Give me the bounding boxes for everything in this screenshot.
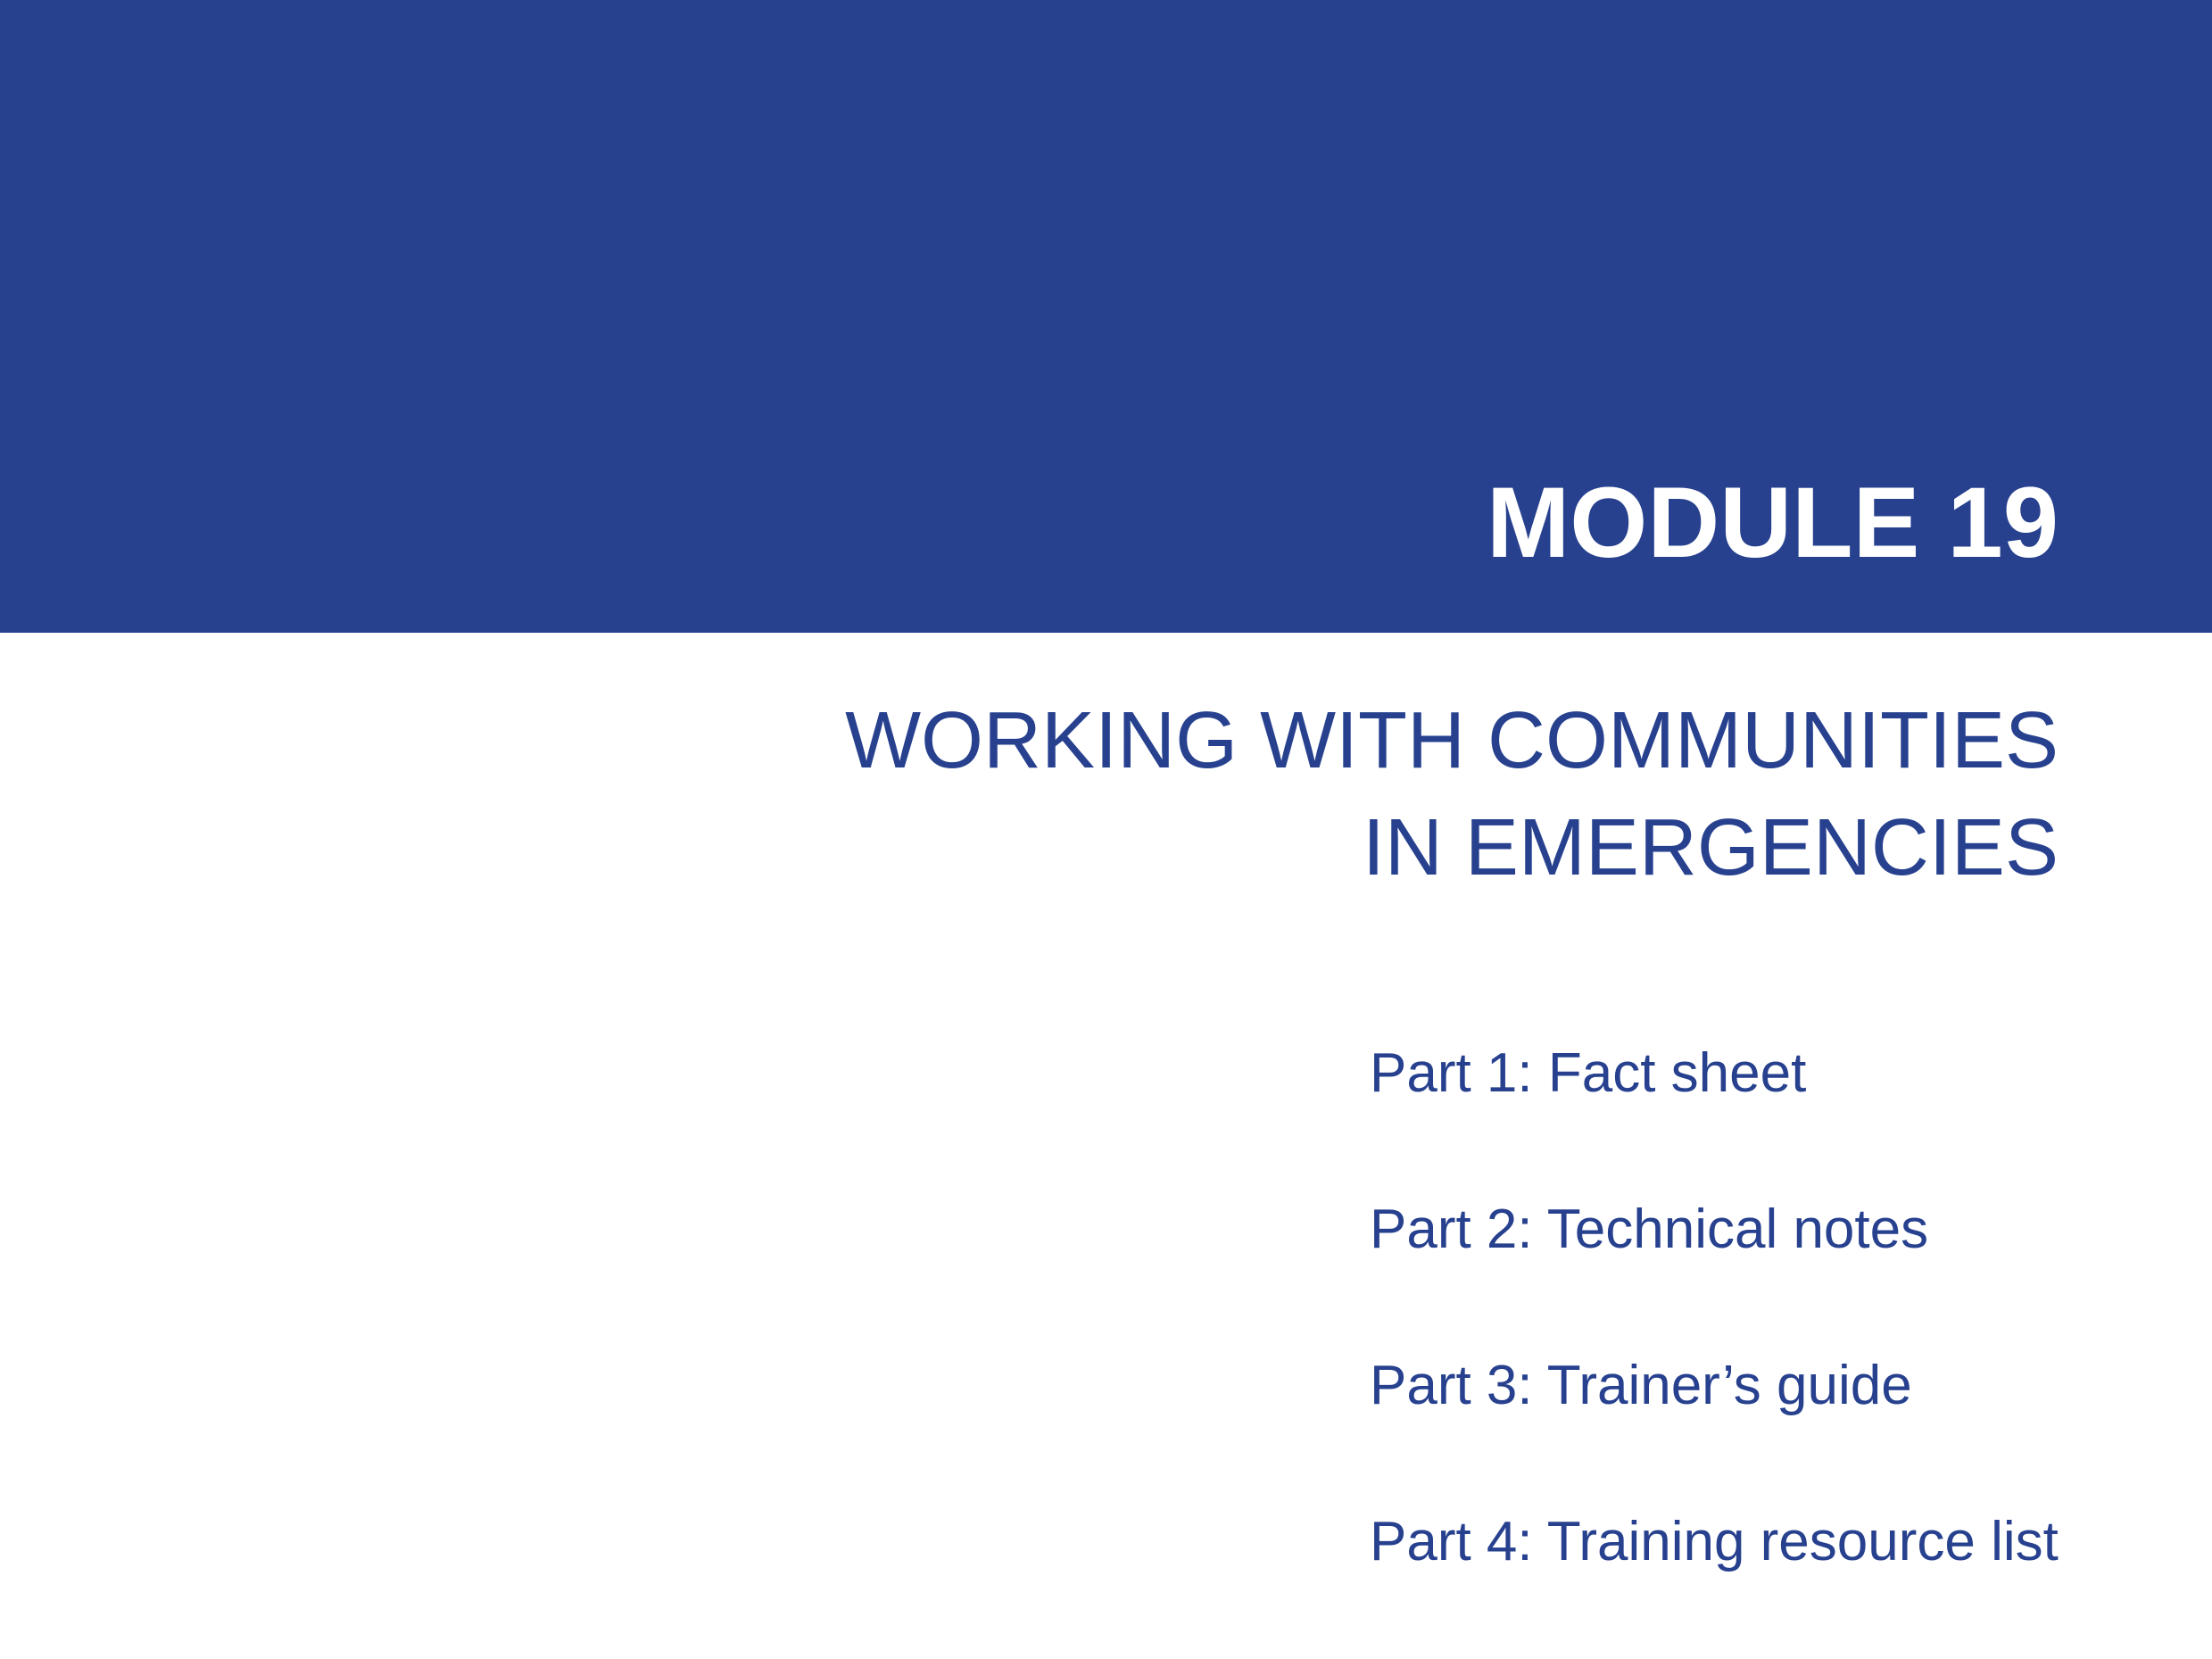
part-2-item: Part 2: Technical notes [1370,1199,1929,1260]
parts-list [1370,1040,2059,1575]
part-4-item: Part 4: Training resource list [1370,1511,2059,1572]
part-1-item: Part 1: Fact sheet [1370,1042,1807,1104]
module-title: MODULE 19 [1487,467,2059,578]
subtitle-line-2: IN EMERGENCIES [1362,803,2059,892]
module-subtitle [845,687,2059,901]
subtitle-line-1: WORKING WITH COMMUNITIES [845,696,2059,785]
part-3-item: Part 3: Trainer’s guide [1370,1355,1912,1416]
